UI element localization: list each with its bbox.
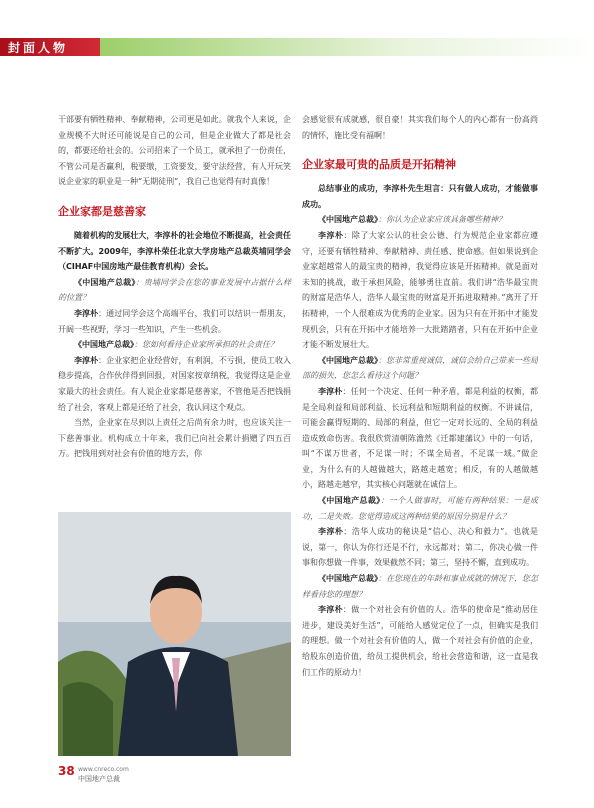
question-text: ：您如何看待企业家所承担的社会责任？ xyxy=(134,340,278,350)
question-text: ：在您现在的年龄和事业成就的情况下，您怎样看待您的理想？ xyxy=(302,574,538,599)
portrait-photo xyxy=(58,512,291,756)
answer xyxy=(302,228,538,353)
answer-text: ：任何一个决定、任何一种矛盾，都是利益的权衡，都是全局利益和局部利益、长远利益和短期利益的权衡。不讲诚信，可能会赢得短期的、局部的利益，但它一定对长远的、全局的利益造成致命伤害。我很欣赏清朝陈澹然《迁都建藩议》中的一句话，叫“不谋万世者，不足谋一时；不谋全局者，不足谋一域。”做企业，为什么有的人越做越大，路越走越宽；相反，有的人越做越小，路越走越窄，其实核心问题就在诚信上。 xyxy=(302,386,539,490)
right-column xyxy=(302,112,538,680)
question xyxy=(302,353,538,384)
section-header xyxy=(0,38,594,56)
answer-speaker: 李淳朴 xyxy=(318,229,344,240)
lead-paragraph: 总结事业的成功，李淳朴先生坦言：只有做人成功，才能做事成功。 xyxy=(302,184,538,209)
question-text: ：一个人做事时，可能有两种结果：一是成功，二是失败。您觉得造成这两种结果的原因分别是什么？ xyxy=(302,496,539,521)
left-column xyxy=(58,112,291,462)
answer-speaker: 李淳朴 xyxy=(318,604,343,615)
answer xyxy=(58,306,291,337)
question-speaker: 《中国地产总裁》 xyxy=(318,354,378,365)
section-title: 封面人物 xyxy=(8,41,69,55)
question-text: ：贵埔同学会在您的事业发展中占据什么样的位置？ xyxy=(58,277,292,303)
answer-speaker: 李淳朴 xyxy=(74,354,99,365)
question-speaker: 《中国地产总裁》 xyxy=(318,214,378,225)
paragraph: 当然，企业家在尽到以上责任之后尚有余力时，也应该关注一下慈善事业。机构成立十年来，我们已向社会累计捐赠了四五百万。把钱用到对社会有价值的地方去，你 xyxy=(58,418,291,459)
answer-speaker: 李淳朴 xyxy=(74,307,99,318)
answer xyxy=(302,602,538,680)
question xyxy=(58,337,291,353)
answer xyxy=(302,384,538,493)
answer xyxy=(302,524,538,571)
paragraph: 干部要有牺牲精神、奉献精神，公司更是如此。就我个人来说，企业规模不大时还可能说是自己的公司，但是企业做大了都是社会的，都要还给社会的。公司招来了一个员工，就承担了一份责任，不管公司是否赢利，税要缴，工资要发，要守法经营，有人开玩笑说企业家的职业是一种“无期徒刑”，我自己也觉得有时真像！ xyxy=(58,115,291,187)
question-text: ：您非常重视诚信，诚信会给自己带来一些局部的损失，您怎么看待这个问题？ xyxy=(302,355,538,381)
answer-text: ：除了大家公认的社会公德、行为规范企业家都应遵守，还要有牺牲精神、奉献精神、责任感、使命感。但如果说到企业家超越常人的最宝贵的精神，我觉得应该是开拓精神。就是面对未知的挑战，敢于承担风险，能够勇往直前。我们讲“浩华最宝贵的财富是浩华人，浩华人最宝贵的财富是开拓进取精神。”离开了开拓精神，一个人很难成为优秀的企业家。因为只有在开拓中才能发现机会，只有在开拓中才能培养一大批踏踏者，只有在开拓中企业才能不断发展壮大。 xyxy=(302,230,539,350)
paragraph: 会感觉很有成就感，很自豪！其实我们每个人的内心都有一份高尚的情怀，施比受有福啊！ xyxy=(302,115,538,140)
question-speaker: 《中国地产总裁》 xyxy=(318,495,381,506)
footer-magazine: 中国地产总裁 xyxy=(78,775,120,783)
answer-text: ：做一个对社会有价值的人。浩华的使命是“推动居住进步，建设美好生活”，可能给人感觉定位了一点，但确实是我们的理想。做一个对社会有价值的人，做一个对社会有价值的企业，给股东创造价值，给员工提供机会，给社会营造和谐，这一直是我们工作的原动力！ xyxy=(302,605,539,677)
header-green-band xyxy=(100,38,594,56)
page-number: 38 xyxy=(58,764,75,778)
answer-speaker: 李淳朴 xyxy=(318,526,344,537)
question xyxy=(302,571,538,602)
section-heading: 企业家都是慈善家 xyxy=(58,204,146,218)
lead-paragraph: 随着机构的发展壮大，李淳朴的社会地位不断提高，社会责任不断扩大。2009年，李淳朴荣任北京大学房地产总裁英埔同学会（CIHAF中国房地产最佳教育机构）会长。 xyxy=(58,230,291,272)
question xyxy=(302,212,538,228)
answer xyxy=(58,353,291,415)
answer-text: ：通过同学会这个高端平台，我们可以结识一帮朋友，开阔一些视野，学习一些知识，产生一些机会。 xyxy=(58,308,292,334)
question-speaker: 《中国地产总裁》 xyxy=(74,276,136,287)
question xyxy=(302,493,538,524)
footer-url: www.cnreco.com xyxy=(78,766,129,773)
question-text: ：你认为企业家应该具备哪些精神？ xyxy=(378,215,506,225)
question xyxy=(58,275,291,306)
answer-speaker: 李淳朴 xyxy=(318,385,343,396)
answer-text: ：浩华人成功的秘诀是“信心、决心和毅力”。也就是说，第一，你认为你行还是不行，永远都对；第二，你决心做一件事和你想做一件事，效果截然不同；第三，坚持不懈，直到成功。 xyxy=(302,527,539,568)
header-red-band xyxy=(0,38,100,56)
question-speaker: 《中国地产总裁》 xyxy=(74,339,134,350)
question-speaker: 《中国地产总裁》 xyxy=(318,573,378,584)
portrait-illustration xyxy=(58,512,291,756)
answer-text: ：企业家把企业经营好，有利润，不亏损，使员工收入稳步提高，合作伙伴得到回报，对国家按章纳税，我觉得这是企业家最大的社会责任。有人说企业家都是慈善家，不管他是否把钱捐给了社会，客观上都是还给了社会，我认同这个观点。 xyxy=(58,355,292,412)
section-heading: 企业家最可贵的品质是开拓精神 xyxy=(302,158,456,172)
